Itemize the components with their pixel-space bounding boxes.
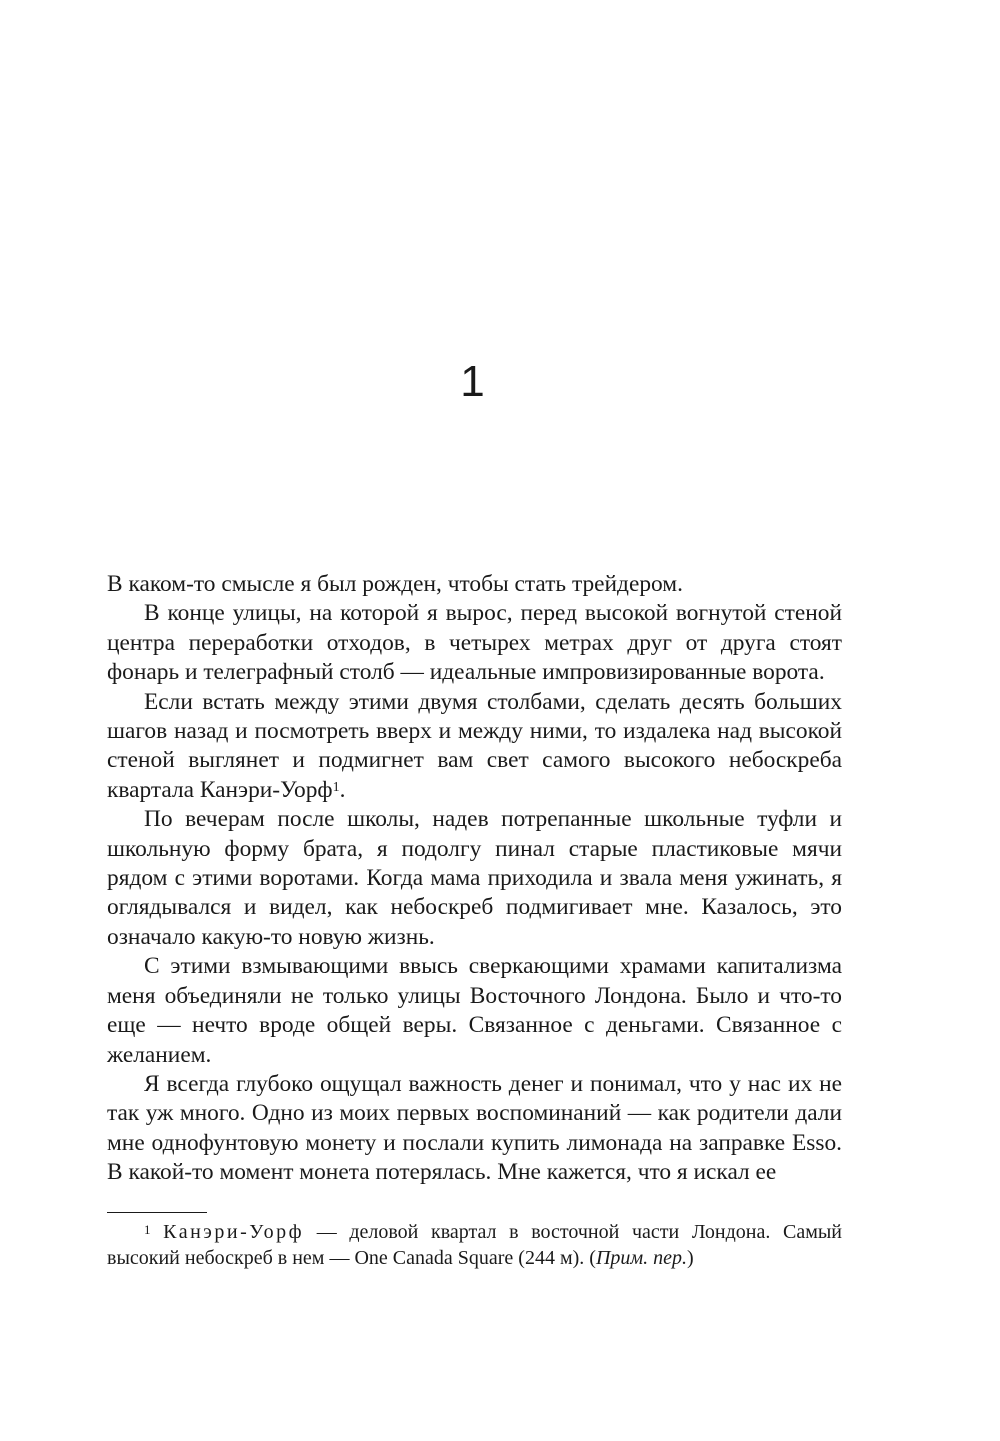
paragraph-6: Я всегда глубоко ощущал важность денег и понимал, что у нас их не так уж много. Одно из моих первых воспоминаний — как родители дали мне однофунтовую монету и послали купить лимонада на заправке Esso. В какой-то момент монета потерялась. Мне кажется, что я искал ее — [107, 1070, 842, 1186]
footnote-text: — деловой квартал в восточной части Лондона. Самый высокий небоскреб в нем — One Canada Square (244 м). ( — [107, 1221, 842, 1269]
paragraph-4: По вечерам после школы, надев потрепанные школьные туфли и школьную форму брата, я подолгу пинал старые пластиковые мячи рядом с этими воротами. Когда мама приходила и звала меня ужинать, я оглядывался и видел, как небоскреб подмигивает мне. Казалось, это означало какую-то новую жизнь. — [107, 806, 842, 950]
footnote-reference[interactable]: 1 — [332, 779, 340, 795]
footnote — [107, 1219, 842, 1271]
chapter-body — [107, 570, 842, 1188]
footnote-paragraph — [107, 1219, 842, 1271]
paragraph-1: В каком-то смысле я был рожден, чтобы стать трейдером. — [107, 571, 683, 597]
paragraph-3 — [107, 688, 842, 806]
paragraph-3-text: Если встать между этими двумя столбами, сделать десять больших шагов назад и посмотреть вверх и между ними, то издалека над высокой стеной выглянет и подмигнет вам свет самого высокого небоскреба квартала Канэри-Уорф — [107, 688, 842, 803]
footnote-marker: 1 — [144, 1222, 151, 1237]
footnote-closing: ) — [687, 1247, 694, 1269]
footnote-term: Канэри-Уорф — [163, 1221, 305, 1243]
paragraph-3-end: . — [339, 776, 346, 803]
paragraph-2: В конце улицы, на которой я вырос, перед высокой вогнутой стеной центра переработки отходов, в четырех метрах друг от друга стоят фонарь и телеграфный столб — идеальные импровизированные ворота. — [107, 600, 842, 686]
paragraph-5: С этими взмывающими ввысь сверкающими храмами капитализма меня объединяли не только улицы Восточного Лондона. Было и что-то еще — нечто вроде общей веры. Связанное с деньгами. Связанное с желанием. — [107, 953, 842, 1068]
chapter-number: 1 — [460, 357, 485, 406]
footnote-remark: Прим. пер. — [595, 1247, 688, 1269]
footnote-divider — [107, 1212, 207, 1213]
